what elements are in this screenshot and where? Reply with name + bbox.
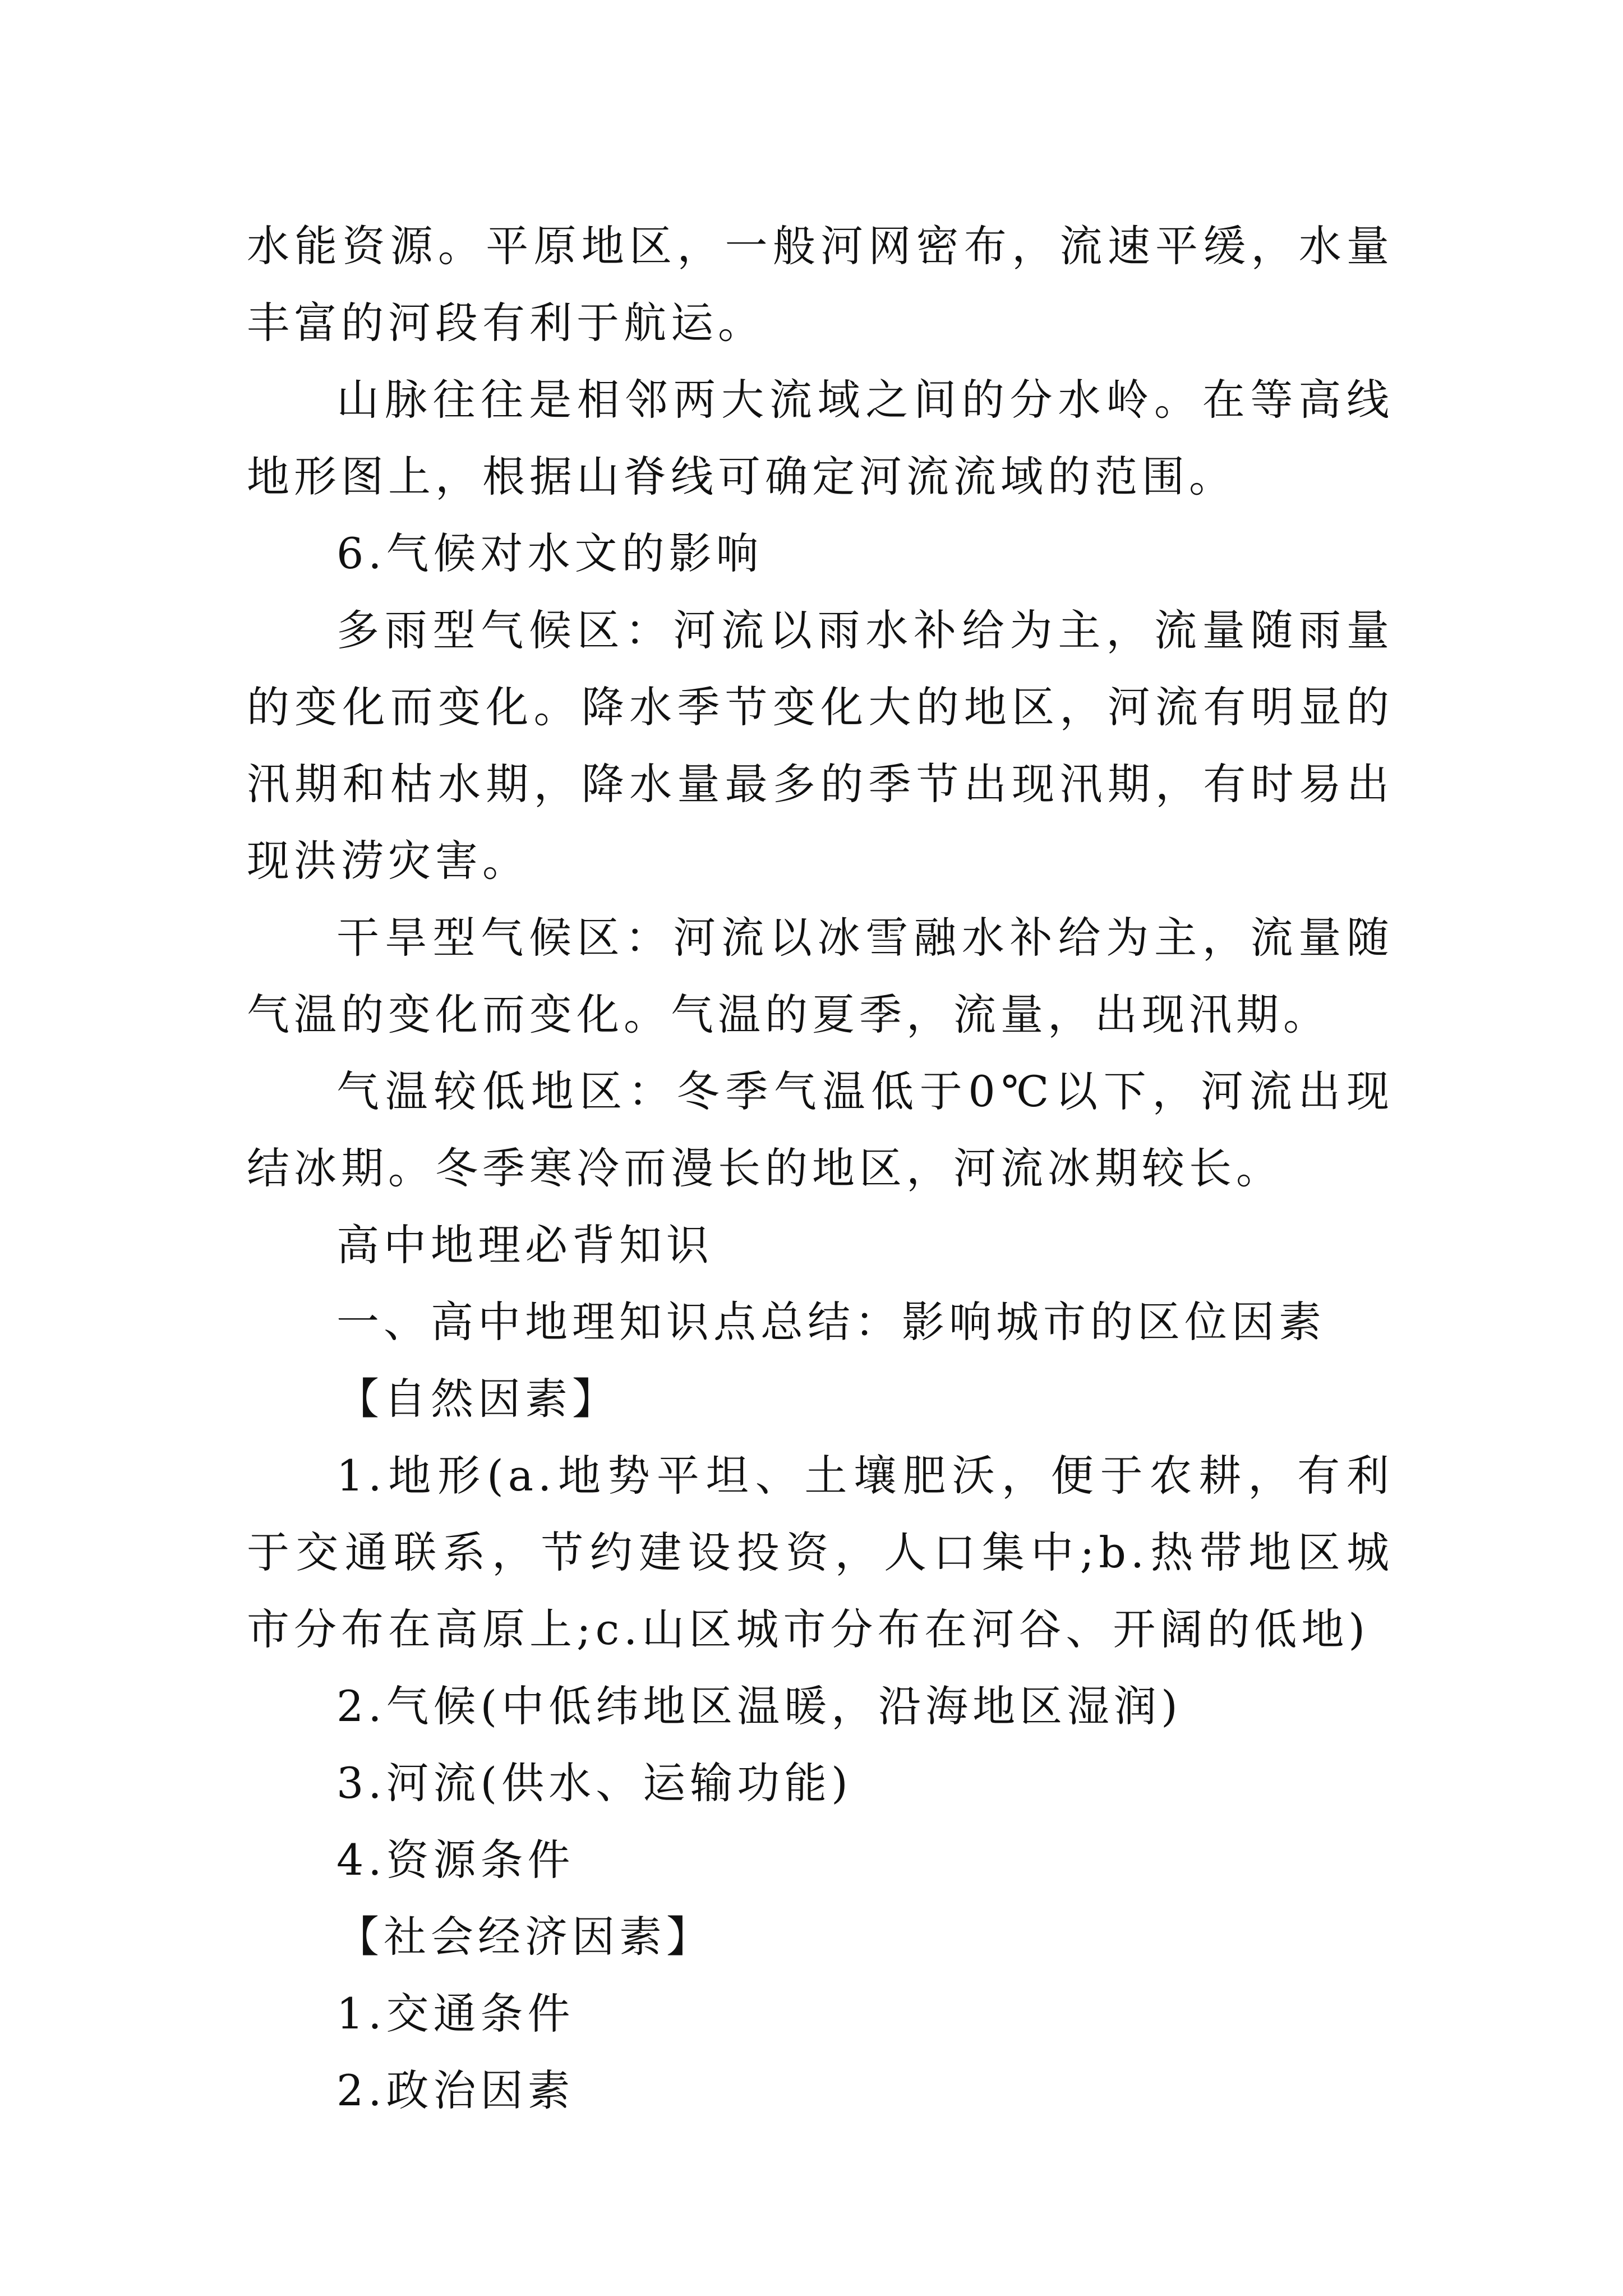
list-item-transport: 1.交通条件 (336, 1989, 575, 2039)
heading-natural-factors: 【自然因素】 (336, 1374, 619, 1424)
paragraph-cold-climate: 气温较低地区：冬季气温低于0℃以下，河流出现结冰期。冬季寒冷而漫长的地区，河流冰期较长。 (247, 1066, 1394, 1193)
list-item-resources: 4.资源条件 (336, 1835, 575, 1885)
list-item-rivers: 3.河流(供水、运输功能) (336, 1758, 852, 1808)
heading-city-location-factors: 一、高中地理知识点总结：影响城市的区位因素 (336, 1297, 1326, 1347)
heading-must-know: 高中地理必背知识 (336, 1220, 713, 1270)
document-body (247, 208, 1394, 2129)
heading-socioeconomic-factors: 【社会经济因素】 (336, 1912, 713, 1962)
section-heading-climate-hydrology: 6.气候对水文的影响 (336, 528, 763, 578)
paragraph-hydropower-continuation: 水能资源。平原地区，一般河网密布，流速平缓，水量丰富的河段有利于航运。 (247, 221, 1394, 348)
paragraph-rainy-climate: 多雨型气候区：河流以雨水补给为主，流量随雨量的变化而变化。降水季节变化大的地区，河流有明显的汛期和枯水期，降水量最多的季节出现汛期，有时易出现洪涝灾害。 (247, 605, 1394, 886)
paragraph-watershed-divide: 山脉往往是相邻两大流域之间的分水岭。在等高线地形图上，根据山脊线可确定河流流域的范围。 (247, 375, 1394, 501)
paragraph-arid-climate: 干旱型气候区：河流以冰雪融水补给为主，流量随气温的变化而变化。气温的夏季，流量，出现汛期。 (247, 913, 1394, 1039)
list-item-climate: 2.气候(中低纬地区温暖，沿海地区湿润) (336, 1681, 1182, 1731)
list-item-political: 2.政治因素 (336, 2065, 575, 2115)
list-item-terrain: 1.地形(a.地势平坦、土壤肥沃，便于农耕，有利于交通联系，节约建设投资，人口集中;b.热带地区城市分布在高原上;c.山区城市分布在河谷、开阔的低地) (247, 1451, 1394, 1654)
